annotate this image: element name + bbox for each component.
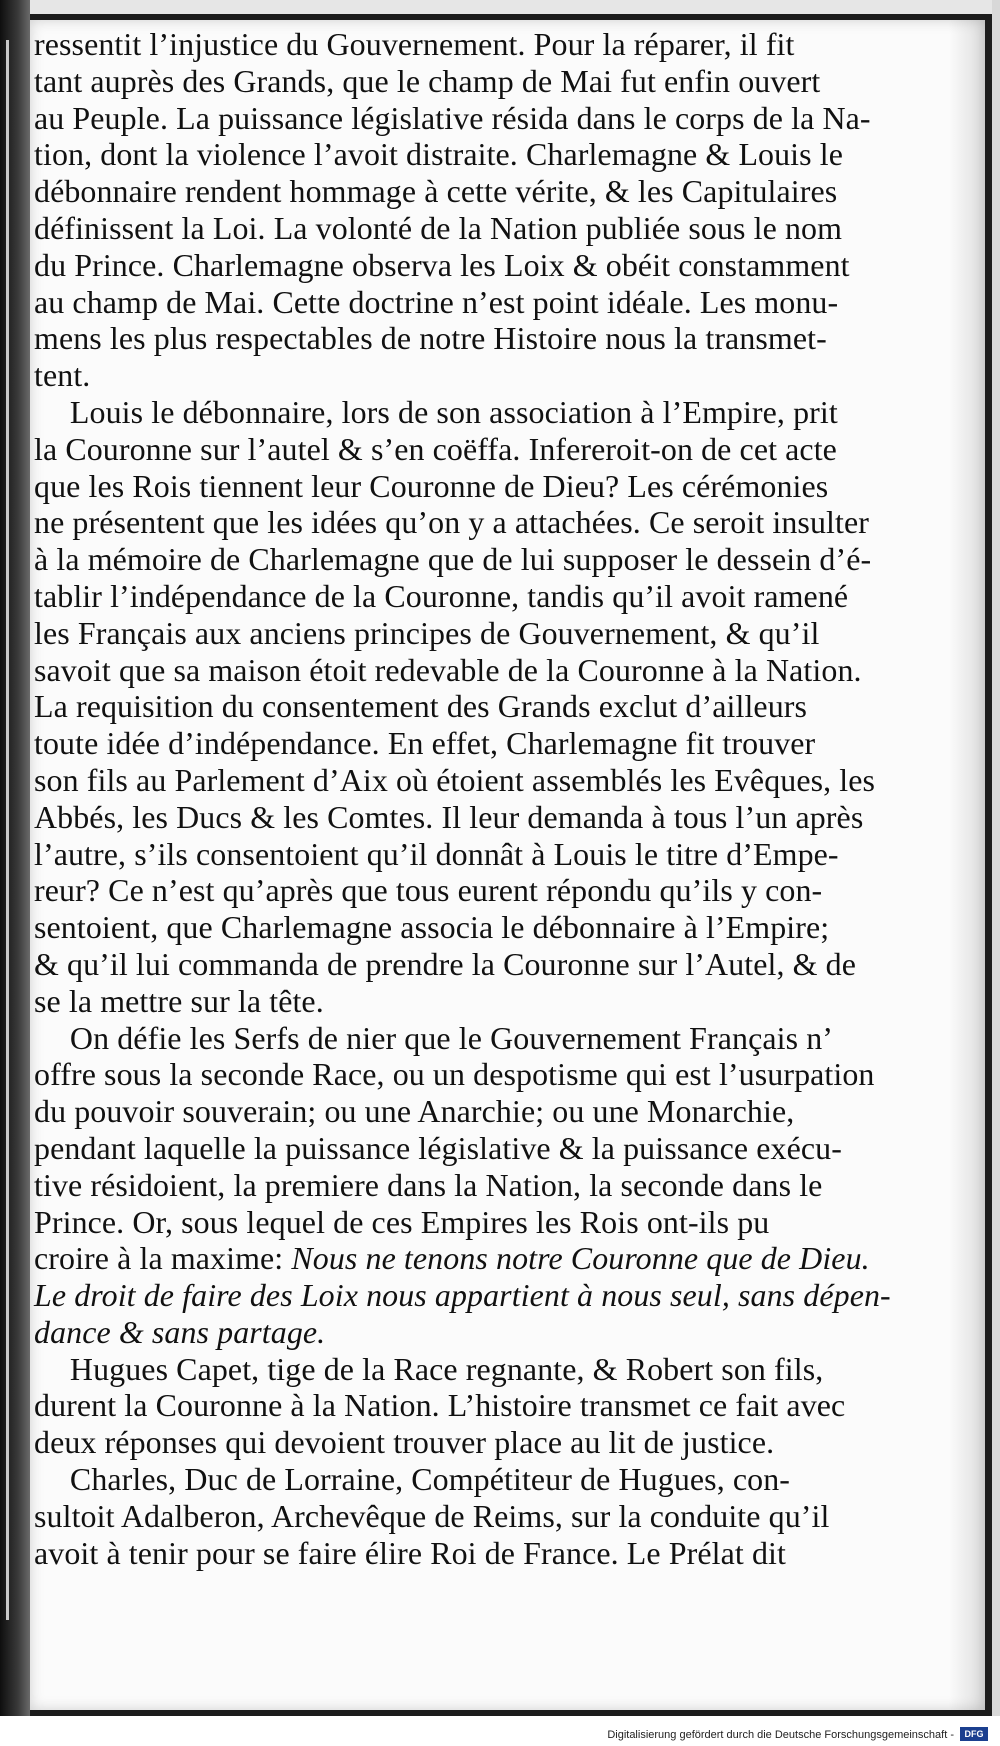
text-line: tion, dont la violence l’avoit distraite. Charlemagne & Louis le: [34, 136, 844, 173]
text-span: croire à la maxime:: [34, 1240, 292, 1277]
funding-credit: Digitalisierung gefördert durch die Deutsche Forschungsgemeinschaft -: [607, 1729, 954, 1741]
text-line: offre sous la seconde Race, ou un despotisme qui est l’usurpation: [34, 1056, 875, 1093]
text-line: débonnaire rendent hommage à cette vérite, & les Capitulaires: [34, 173, 838, 210]
text-line: & qu’il lui commanda de prendre la Couronne sur l’Autel, & de: [34, 945, 857, 982]
scan-right-edge: [992, 0, 1000, 1746]
text-line: sentoient, que Charlemagne associa le débonnaire à l’Empire;: [34, 909, 830, 946]
maxim-italic: Nous ne tenons notre Couronne que de Dieu.: [291, 1240, 870, 1277]
text-line: tive résidoient, la premiere dans la Nation, la seconde dans le: [34, 1166, 823, 1203]
text-line: tent.: [34, 357, 91, 394]
text-line: au Peuple. La puissance législative résida dans le corps de la Na-: [34, 99, 871, 136]
text-line: les Français aux anciens principes de Gouvernement, & qu’il: [34, 614, 820, 651]
text-line: l’autre, s’ils consentoient qu’il donnât à Louis le titre d’Empe-: [34, 835, 839, 872]
book-page: [30, 20, 985, 1710]
text-line: définissent la Loi. La volonté de la Nation publiée sous le nom: [34, 209, 843, 246]
text-line: durent la Couronne à la Nation. L’histoire transmet ce fait avec: [34, 1387, 846, 1424]
text-line: savoit que sa maison étoit redevable de la Couronne à la Nation.: [34, 651, 862, 688]
text-line: mens les plus respectables de notre Histoire nous la transmet-: [34, 320, 827, 357]
text-line: tablir l’indépendance de la Couronne, tandis qu’il avoit ramené: [34, 577, 849, 614]
text-line: Prince. Or, sous lequel de ces Empires les Rois ont-ils pu: [34, 1203, 770, 1240]
text-line: deux réponses qui devoient trouver place au lit de justice.: [34, 1424, 775, 1461]
text-line: sultoit Adalberon, Archevêque de Reims, sur la conduite qu’il: [34, 1497, 830, 1534]
text-line: la Couronne sur l’autel & s’en coëffa. Infereroit-on de cet acte: [34, 430, 837, 467]
text-line: La requisition du consentement des Grands exclut d’ailleurs: [34, 688, 808, 725]
text-line: Abbés, les Ducs & les Comtes. Il leur demanda à tous l’un après: [34, 798, 864, 835]
text-line: Le droit de faire des Loix nous appartient à nous seul, sans dépen-: [34, 1277, 891, 1314]
scan-top-edge: [0, 0, 1000, 14]
text-line: du Prince. Charlemagne observa les Loix & obéit constamment: [34, 246, 850, 283]
text-line: tant auprès des Grands, que le champ de Mai fut enfin ouvert: [34, 62, 821, 99]
binding-highlight: [6, 40, 9, 1620]
text-line: du pouvoir souverain; ou une Anarchie; ou une Monarchie,: [34, 1093, 795, 1130]
book-binding: [0, 0, 30, 1716]
text-line: dance & sans partage.: [34, 1313, 326, 1350]
text-line: que les Rois tiennent leur Couronne de Dieu? Les cérémonies: [34, 467, 829, 504]
dfg-logo-icon: DFG: [960, 1727, 988, 1741]
text-line: à la mémoire de Charlemagne que de lui supposer le dessein d’é-: [34, 541, 872, 578]
text-line: au champ de Mai. Cette doctrine n’est point idéale. Les monu-: [34, 283, 839, 320]
text-line: se la mettre sur la tête.: [34, 982, 324, 1019]
text-line: Charles, Duc de Lorraine, Compétiteur de Hugues, con-: [69, 1461, 791, 1498]
text-line: On défie les Serfs de nier que le Gouvernement Français n’: [69, 1019, 834, 1056]
page-shade: [949, 20, 985, 1710]
text-line: Louis le débonnaire, lors de son association à l’Empire, prit: [69, 393, 838, 430]
text-line: toute idée d’indépendance. En effet, Charlemagne fit trouver: [34, 725, 816, 762]
text-line: Hugues Capet, tige de la Race regnante, & Robert son fils,: [69, 1350, 824, 1387]
text-line: son fils au Parlement d’Aix où étoient assemblés les Evêques, les: [34, 761, 876, 798]
text-line: [34, 1240, 952, 1277]
text-line: reur? Ce n’est qu’après que tous eurent répondu qu’ils y con-: [34, 872, 823, 909]
page-text: [34, 26, 954, 1571]
text-line: ne présentent que les idées qu’on y a attachées. Ce seroit insulter: [34, 504, 869, 541]
text-line: avoit à tenir pour se faire élire Roi de France. Le Prélat dit: [34, 1534, 786, 1571]
text-line: ressentit l’injustice du Gouvernement. Pour la réparer, il fit: [34, 26, 795, 62]
text-line: pendant laquelle la puissance législative & la puissance exécu-: [34, 1129, 842, 1166]
